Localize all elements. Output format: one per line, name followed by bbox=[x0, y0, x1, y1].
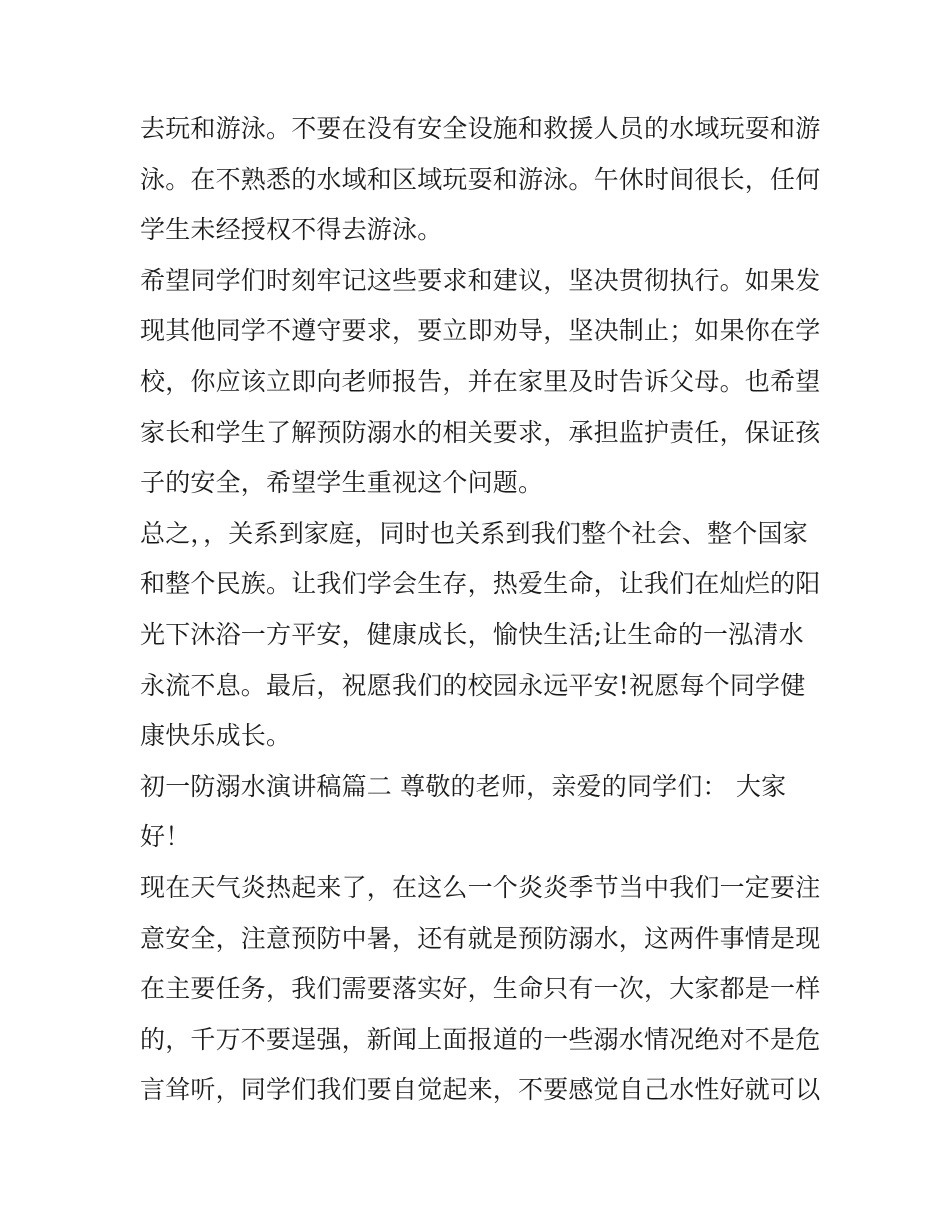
text-line: 家长和学生了解预防溺水的相关要求，承担监护责任，保证孩 bbox=[140, 417, 821, 447]
text-line: 永流不息。最后，祝愿我们的校园永远平安!祝愿每个同学健 bbox=[140, 670, 806, 700]
text-line: 现其他同学不遵守要求，要立即劝导，坚决制止；如果你在学 bbox=[140, 316, 821, 346]
text-line: 言耸听，同学们我们要自觉起来，不要感觉自己水性好就可以 bbox=[140, 1075, 821, 1105]
document-body bbox=[140, 104, 820, 1116]
text-line: 子的安全，希望学生重视这个问题。 bbox=[140, 468, 544, 498]
text-line: 在主要任务，我们需要落实好，生命只有一次，大家都是一样 bbox=[140, 974, 821, 1004]
text-line: 总之，，关系到家庭，同时也关系到我们整个社会、整个国家 bbox=[140, 518, 808, 548]
section-heading-line: 初一防溺水演讲稿篇二 尊敬的老师，亲爱的同学们： 大家 bbox=[140, 771, 787, 801]
text-line: 希望同学们时刻牢记这些要求和建议，坚决贯彻执行。如果发 bbox=[140, 265, 821, 295]
text-line: 学生未经授权不得去游泳。 bbox=[140, 215, 443, 245]
text-line: 校，你应该立即向老师报告，并在家里及时告诉父母。也希望 bbox=[140, 366, 821, 396]
text-line: 去玩和游泳。不要在没有安全设施和救援人员的水域玩耍和游 bbox=[140, 114, 821, 143]
text-line: 和整个民族。让我们学会生存，热爱生命，让我们在灿烂的阳 bbox=[140, 569, 821, 599]
text-line: 泳。在不熟悉的水域和区域玩耍和游泳。午休时间很长，任何 bbox=[140, 164, 821, 194]
text-line: 康快乐成长。 bbox=[140, 721, 292, 751]
text-line: 现在天气炎热起来了，在这么一个炎炎季节当中我们一定要注 bbox=[140, 872, 821, 902]
text-line: 的，千万不要逞强，新闻上面报道的一些溺水情况绝对不是危 bbox=[140, 1024, 821, 1054]
text-line: 好！ bbox=[140, 822, 191, 852]
text-line: 意安全，注意预防中暑，还有就是预防溺水，这两件事情是现 bbox=[140, 923, 821, 953]
text-line: 光下沐浴一方平安，健康成长，愉快生活;让生命的一泓清水 bbox=[140, 619, 804, 649]
